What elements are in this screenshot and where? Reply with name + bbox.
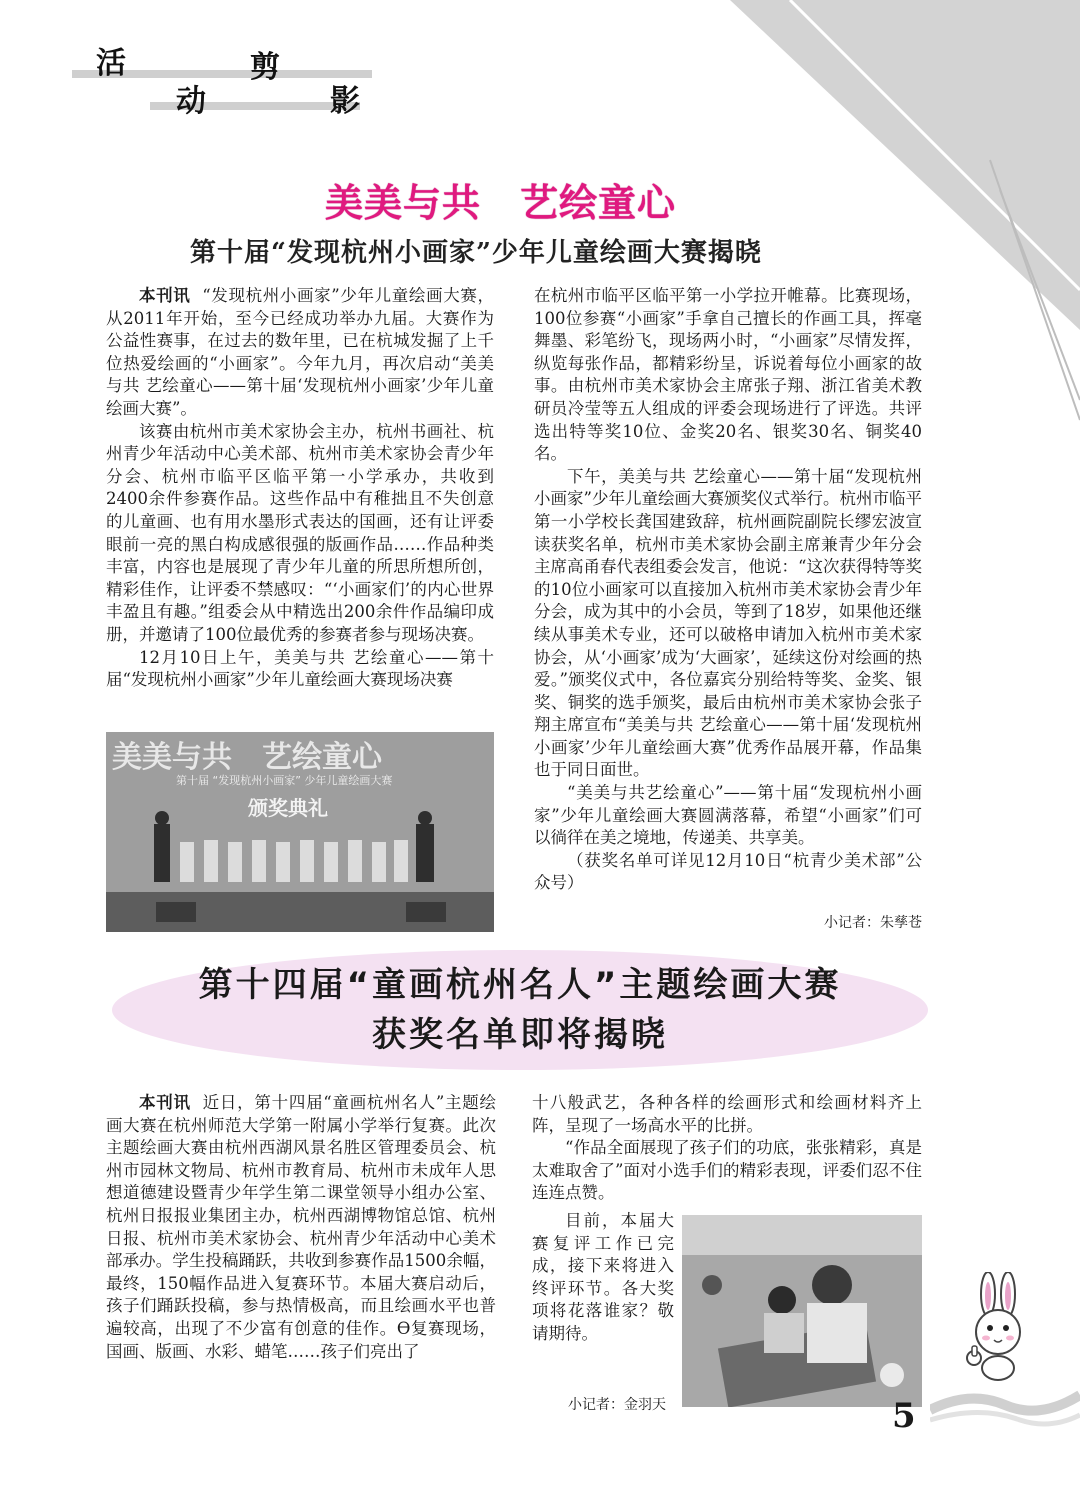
page-number: 5 (892, 1396, 916, 1436)
header-char: 活 (96, 46, 126, 81)
article2-byline: 小记者：金羽天 (568, 1397, 666, 1413)
article1-paragraph: 本刊讯 “发现杭州小画家”少年儿童绘画大赛，从2011年开始，至今已经成功举办九届。大赛作为公益性赛事，在过去的数年里，已在杭城发掘了上千位热爱绘画的“小画家”。今年九月，再次启动“美美与共 艺绘童心——第十届‘发现杭州小画家’少年儿童绘画大赛”。 (106, 286, 495, 418)
article1-paragraph: 该赛由杭州市美术家协会主办，杭州书画社、杭州青少年活动中心美术部、杭州市美术家协会青少年分会、杭州市临平区临平第一小学承办，共收到2400余件参赛作品。这些作品中有稚拙且不失创意的儿童画、也有用水墨形式表达的国画，还有让评委眼前一亮的黑白构成感很强的版画作品……作品种类丰富，内容也是展现了青少年儿童的所思所想所创，精彩佳作，让评委不禁感叹：“‘小画家们’的内心世界丰盈且有趣。”组委会从中精选出200余件作品编印成册，并邀请了100位最优秀的参赛者参与现场决赛。 (106, 421, 494, 644)
article1-byline: 小记者：朱孳苍 (824, 915, 922, 931)
article1-paragraph: 12月10日上午，美美与共 艺绘童心——第十届“发现杭州小画家”少年儿童绘画大赛现场决赛 (106, 647, 494, 690)
article1-paragraph: “美美与共艺绘童心”——第十届“发现杭州小画家”少年儿童绘画大赛圆满落幕，希望“小画家”们可以徜徉在美之境地，传递美、共享美。 (534, 783, 922, 848)
article2-left-column (106, 1092, 496, 1363)
article1-lead: 本刊讯 (139, 286, 191, 305)
painting-contest-photo (682, 1215, 922, 1407)
header-char: 动 (176, 84, 206, 119)
article2-paragraph: 本刊讯 近日，第十四届“童画杭州名人”主题绘画大赛在杭州师范大学第一附属小学举行复赛。此次主题绘画大赛由杭州西湖风景名胜区管理委员会、杭州市园林文物局、杭州市教育局、杭州市未成年人思想道德建设暨青少年学生第二课堂领导小组办公室、杭州日报报业集团主办，杭州西湖博物馆总馆、杭州日报、杭州市美术家协会、杭州青少年活动中心美术部承办。学生投稿踊跃，共收到参赛作品1500余幅，最终，150幅作品进入复赛环节。本届大赛启动后，孩子们踊跃投稿，参与热情极高，而且绘画水平也普遍较高，出现了不少富有创意的佳作。ϴ复赛现场，国画、版画、水彩、蜡笔……孩子们亮出了 (106, 1093, 497, 1361)
article1-subtitle: 第十届“发现杭州小画家”少年儿童绘画大赛揭晓 (190, 238, 762, 268)
article2-right-column-narrow (532, 1210, 674, 1346)
article2-title-line2: 获奖名单即将揭晓 (372, 1015, 668, 1055)
banner-small-text: 第十届 “发现杭州小画家” 少年儿童绘画大赛 (176, 774, 393, 787)
banner-ceremony-text: 颁奖典礼 (248, 796, 328, 820)
article1-left-column (106, 285, 494, 692)
article2-paragraph: 目前，本届大赛复评工作已完成，接下来将进入终评环节。各大奖项将花落谁家？敬请期待。 (532, 1211, 674, 1343)
article2-right-column (532, 1092, 922, 1205)
article1-title: 美美与共 艺绘童心 (325, 181, 677, 225)
header-char: 剪 (250, 50, 280, 85)
header-char: 影 (330, 84, 360, 119)
article2-title-line1: 第十四届“童画杭州名人”主题绘画大赛 (198, 965, 842, 1005)
article2-lead: 本刊讯 (139, 1093, 191, 1112)
banner-big-text: 美美与共 艺绘童心 (112, 740, 382, 775)
award-ceremony-photo (106, 732, 494, 932)
rabbit-mascot-icon (962, 1272, 1032, 1382)
page-swoosh (930, 1380, 1080, 1440)
article2-paragraph: “作品全面展现了孩子们的功底，张张精彩，真是太难取舍了”面对小选手们的精彩表现，评委们忍不住连连点赞。 (532, 1138, 922, 1203)
article1-paragraph: 下午，美美与共 艺绘童心——第十届“发现杭州小画家”少年儿童绘画大赛颁奖仪式举行。杭州市临平第一小学校长龚国建致辞，杭州画院副院长缪宏波宣读获奖名单，杭州市美术家协会副主席兼青少年分会主席高甬春代表组委会发言，他说：“这次获得特等奖的10位小画家可以直接加入杭州市美术家协会青少年分会，成为其中的小会员，等到了18岁，如果他还继续从事美术专业，还可以破格申请加入杭州市美术家协会，从‘小画家’成为‘大画家’，延续这份对绘画的热爱。”颁奖仪式中，各位嘉宾分别给特等奖、金奖、银奖、铜奖的选手颁奖，最后由杭州市美术家协会张子翔主席宣布“美美与共 艺绘童心——第十届‘发现杭州小画家’少年儿童绘画大赛”优秀作品展开幕，作品集也于同日面世。 (534, 466, 922, 780)
article2-paragraph: 十八般武艺，各种各样的绘画形式和绘画材料齐上阵，呈现了一场高水平的比拼。 (532, 1093, 922, 1135)
article1-paragraph: （获奖名单可详见12月10日“杭青少美术部”公众号） (534, 850, 922, 893)
article1-paragraph: 在杭州市临平区临平第一小学拉开帷幕。比赛现场，100位参赛“小画家”手拿自己擅长的作画工具，挥毫舞墨、彩笔纷飞，现场两小时，“小画家”尽情发挥，纵览每张作品，都精彩纷呈，诉说着每位小画家的故事。由杭州市美术家协会主席张子翔、浙江省美术教研员冷莹等五人组成的评委会现场进行了评选。共评选出特等奖10位、金奖20名、银奖30名、铜奖40名。 (534, 286, 922, 464)
photo-scene-2 (682, 1215, 922, 1407)
article1-right-column (534, 285, 922, 895)
